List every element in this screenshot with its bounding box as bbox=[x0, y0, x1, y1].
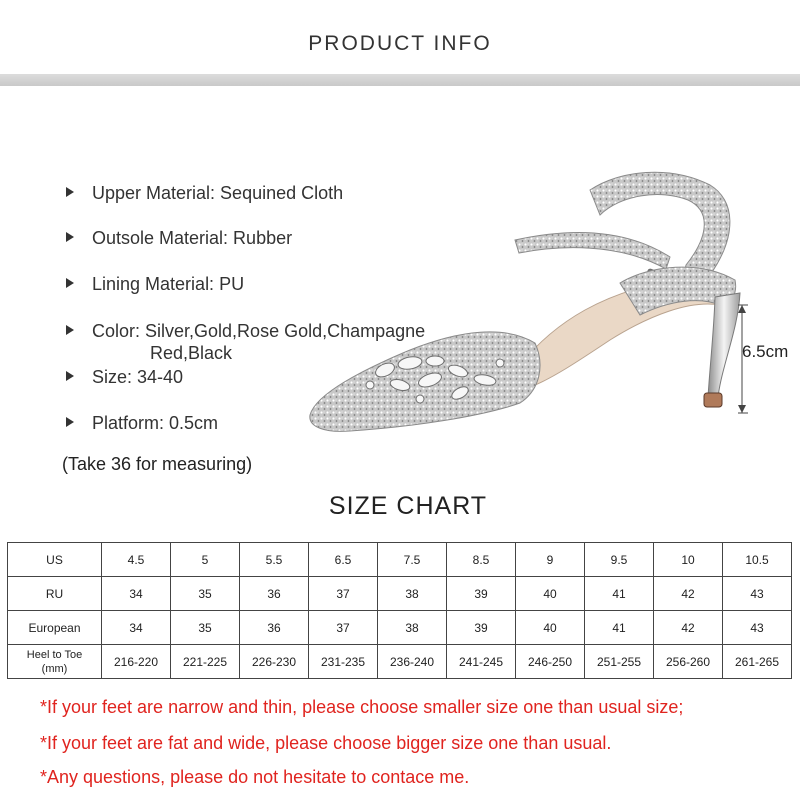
table-row-ru bbox=[8, 577, 792, 611]
table-cell: 34 bbox=[102, 577, 171, 611]
table-cell: 43 bbox=[723, 577, 792, 611]
spec-color-text: Color: Silver,Gold,Rose Gold,Champagne bbox=[92, 321, 426, 341]
table-cell: 42 bbox=[654, 611, 723, 645]
table-cell: 241-245 bbox=[447, 645, 516, 679]
spec-size-text: Size: 34-40 bbox=[92, 367, 184, 387]
table-cell: 41 bbox=[585, 577, 654, 611]
row-label: European bbox=[8, 611, 102, 645]
table-cell: 35 bbox=[171, 611, 240, 645]
table-cell: 5 bbox=[171, 543, 240, 577]
spec-platform bbox=[66, 412, 218, 434]
table-row-heel-to-toe bbox=[8, 645, 792, 679]
bullet-arrow-icon bbox=[66, 417, 74, 427]
table-cell: 261-265 bbox=[723, 645, 792, 679]
row-label: US bbox=[8, 543, 102, 577]
spec-upper-text: Upper Material: Sequined Cloth bbox=[92, 183, 344, 203]
table-cell: 39 bbox=[447, 577, 516, 611]
page-title: PRODUCT INFO bbox=[308, 32, 492, 55]
note-contact: *Any questions, please do not hesitate to contace me. bbox=[40, 767, 470, 787]
size-chart-table bbox=[7, 542, 792, 679]
table-cell: 35 bbox=[171, 577, 240, 611]
table-cell: 8.5 bbox=[447, 543, 516, 577]
table-cell: 39 bbox=[447, 611, 516, 645]
table-cell: 246-250 bbox=[516, 645, 585, 679]
table-cell: 34 bbox=[102, 611, 171, 645]
table-cell: 10 bbox=[654, 543, 723, 577]
table-cell: 7.5 bbox=[378, 543, 447, 577]
table-cell: 38 bbox=[378, 577, 447, 611]
table-cell: 41 bbox=[585, 611, 654, 645]
product-shoe-image bbox=[290, 165, 800, 455]
spec-size bbox=[66, 366, 183, 388]
spec-lining-text: Lining Material: PU bbox=[92, 274, 245, 294]
table-cell: 9.5 bbox=[585, 543, 654, 577]
table-cell: 36 bbox=[240, 577, 309, 611]
table-cell: 36 bbox=[240, 611, 309, 645]
table-cell: 256-260 bbox=[654, 645, 723, 679]
table-cell: 6.5 bbox=[309, 543, 378, 577]
row-label: RU bbox=[8, 577, 102, 611]
size-chart-title: SIZE CHART bbox=[328, 492, 488, 520]
table-cell: 231-235 bbox=[309, 645, 378, 679]
spec-lining-material bbox=[66, 273, 244, 295]
table-cell: 38 bbox=[378, 611, 447, 645]
row-label bbox=[8, 645, 102, 679]
table-cell: 9 bbox=[516, 543, 585, 577]
table-cell: 5.5 bbox=[240, 543, 309, 577]
table-cell: 216-220 bbox=[102, 645, 171, 679]
table-cell: 226-230 bbox=[240, 645, 309, 679]
table-row-european bbox=[8, 611, 792, 645]
spec-outsole-material bbox=[66, 227, 292, 249]
bullet-arrow-icon bbox=[66, 325, 74, 335]
note-narrow-feet: *If your feet are narrow and thin, please choose smaller size one than usual size; bbox=[40, 697, 684, 717]
bullet-arrow-icon bbox=[66, 232, 74, 242]
table-cell: 40 bbox=[516, 611, 585, 645]
spec-platform-text: Platform: 0.5cm bbox=[92, 413, 219, 433]
table-cell: 43 bbox=[723, 611, 792, 645]
row-label-line2: (mm) bbox=[41, 662, 68, 675]
measure-note: (Take 36 for measuring) bbox=[62, 454, 253, 474]
table-cell: 251-255 bbox=[585, 645, 654, 679]
note-wide-feet: *If your feet are fat and wide, please choose bigger size one than usual. bbox=[40, 733, 612, 753]
bullet-arrow-icon bbox=[66, 187, 74, 197]
table-cell: 221-225 bbox=[171, 645, 240, 679]
bullet-arrow-icon bbox=[66, 371, 74, 381]
table-row-us bbox=[8, 543, 792, 577]
table-cell: 4.5 bbox=[102, 543, 171, 577]
spec-color-text-cont: Red,Black bbox=[150, 343, 233, 363]
spec-outsole-text: Outsole Material: Rubber bbox=[92, 228, 293, 248]
table-cell: 10.5 bbox=[723, 543, 792, 577]
bullet-arrow-icon bbox=[66, 278, 74, 288]
table-cell: 42 bbox=[654, 577, 723, 611]
table-cell: 236-240 bbox=[378, 645, 447, 679]
table-cell: 37 bbox=[309, 611, 378, 645]
table-cell: 40 bbox=[516, 577, 585, 611]
heel-height-label: 6.5cm bbox=[742, 342, 789, 361]
row-label-line1: Heel to Toe bbox=[26, 648, 83, 661]
table-cell: 37 bbox=[309, 577, 378, 611]
